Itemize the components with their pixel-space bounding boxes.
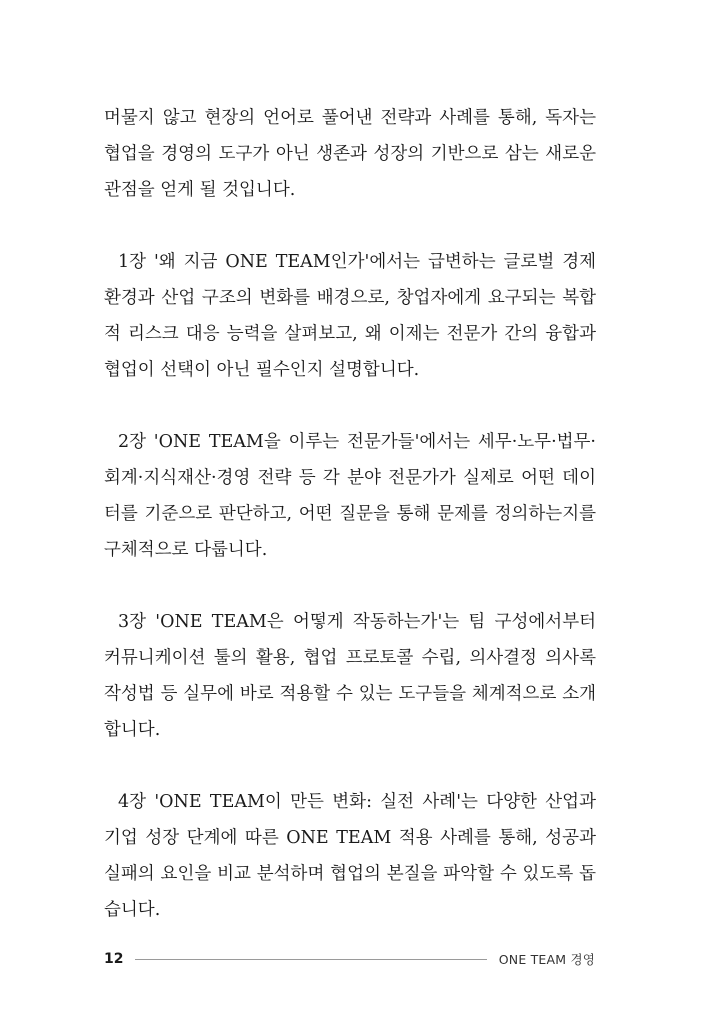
running-title: ONE TEAM 경영 — [498, 952, 595, 967]
paragraph-chapter-4: 4장 'ONE TEAM이 만든 변화: 실전 사례'는 다양한 산업과 기업 성장 단계에 따른 ONE TEAM 적용 사례를 통해, 성공과 실패의 요인을 비교 분석하며 협업의 본질을 파악할 수 있도록 돕습니다. — [104, 792, 596, 920]
footer-divider — [135, 959, 486, 960]
paragraph-chapter-2: 2장 'ONE TEAM을 이루는 전문가들'에서는 세무·노무·법무·회계·지식재산·경영 전략 등 각 분야 전문가가 실제로 어떤 데이터를 기준으로 판단하고, 어떤 질문을 통해 문제를 정의하는지를 구체적으로 다룹니다. — [104, 432, 596, 560]
body-text — [104, 100, 596, 964]
paragraph-chapter-3: 3장 'ONE TEAM은 어떻게 작동하는가'는 팀 구성에서부터 커뮤니케이션 툴의 활용, 협업 프로토콜 수립, 의사결정 의사록 작성법 등 실무에 바로 적용할 수 있는 도구들을 체계적으로 소개합니다. — [104, 612, 596, 740]
page-number: 12 — [104, 951, 124, 967]
page-footer — [104, 947, 595, 971]
paragraph-continuation: 머물지 않고 현장의 언어로 풀어낸 전략과 사례를 통해, 독자는 협업을 경영의 도구가 아닌 생존과 성장의 기반으로 삼는 새로운 관점을 얻게 될 것입니다. — [104, 108, 596, 200]
paragraph-chapter-1: 1장 '왜 지금 ONE TEAM인가'에서는 급변하는 글로벌 경제 환경과 산업 구조의 변화를 배경으로, 창업자에게 요구되는 복합적 리스크 대응 능력을 살펴보고, 왜 이제는 전문가 간의 융합과 협업이 선택이 아닌 필수인지 설명합니다. — [104, 252, 596, 380]
